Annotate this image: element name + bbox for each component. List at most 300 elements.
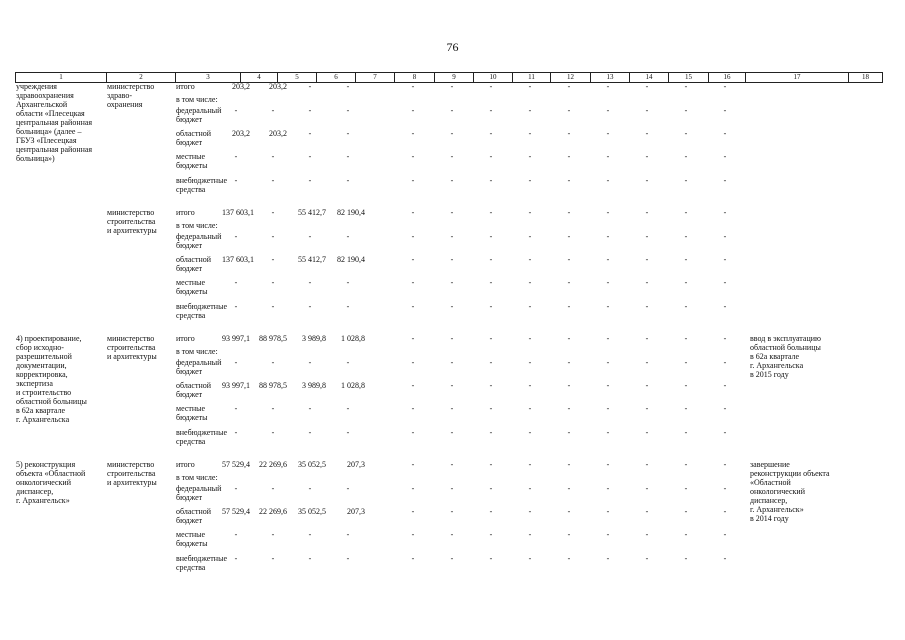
- dash-cell: -: [606, 530, 610, 539]
- measure-name-line: учреждения: [16, 82, 57, 91]
- dash-cell: -: [567, 208, 571, 217]
- dash-cell: -: [567, 129, 571, 138]
- dash-cell: -: [528, 484, 532, 493]
- result-line: областной больницы: [750, 343, 821, 352]
- dash-cell: -: [645, 208, 649, 217]
- value-cell: -: [346, 358, 350, 367]
- measure-name-line: больница»): [16, 154, 55, 163]
- dash-cell: -: [411, 106, 415, 115]
- header-cell: 14: [630, 73, 669, 82]
- measure-name-line: и строительство: [16, 388, 72, 397]
- executor-line: строительства: [107, 469, 156, 478]
- value-cell: 137 603,1: [222, 255, 254, 264]
- budget-row-label: итого: [176, 334, 195, 343]
- budget-row-label: внебюджетные средства: [176, 302, 227, 320]
- dash-cell: -: [489, 530, 493, 539]
- value-cell: -: [308, 484, 312, 493]
- dash-cell: -: [450, 278, 454, 287]
- dash-cell: -: [723, 460, 727, 469]
- dash-cell: -: [723, 106, 727, 115]
- dash-cell: -: [606, 208, 610, 217]
- dash-cell: -: [528, 129, 532, 138]
- executor-line: министерство: [107, 208, 155, 217]
- value-cell: 203,2: [232, 129, 250, 138]
- dash-cell: -: [450, 334, 454, 343]
- result-line: г. Архангельска: [750, 361, 804, 370]
- dash-cell: -: [723, 358, 727, 367]
- dash-cell: -: [645, 530, 649, 539]
- value-cell: 3 989,8: [302, 334, 326, 343]
- header-cell: 2: [107, 73, 176, 82]
- measure-name-line: корректировка,: [16, 370, 68, 379]
- dash-cell: -: [411, 554, 415, 563]
- value-cell: -: [234, 232, 238, 241]
- header-cell: 4: [241, 73, 278, 82]
- dash-cell: -: [684, 460, 688, 469]
- header-cell: 5: [278, 73, 317, 82]
- dash-cell: -: [606, 82, 610, 91]
- dash-cell: -: [684, 176, 688, 185]
- dash-cell: -: [606, 404, 610, 413]
- value-cell: 1 028,8: [341, 381, 365, 390]
- result-line: ввод в эксплуатацию: [750, 334, 821, 343]
- dash-cell: -: [684, 255, 688, 264]
- dash-cell: -: [645, 358, 649, 367]
- dash-cell: -: [450, 507, 454, 516]
- dash-cell: -: [450, 82, 454, 91]
- dash-cell: -: [567, 554, 571, 563]
- measure-name-line: документации,: [16, 361, 67, 370]
- dash-cell: -: [489, 404, 493, 413]
- value-cell: 3 989,8: [302, 381, 326, 390]
- dash-cell: -: [528, 232, 532, 241]
- dash-cell: -: [411, 152, 415, 161]
- header-cell: 8: [395, 73, 435, 82]
- value-cell: -: [234, 428, 238, 437]
- value-cell: -: [234, 302, 238, 311]
- measure-name-line: области «Плесецкая: [16, 109, 85, 118]
- dash-cell: -: [567, 428, 571, 437]
- value-cell: -: [234, 530, 238, 539]
- result-line: г. Архангельск»: [750, 505, 804, 514]
- budget-row-label: итого: [176, 460, 195, 469]
- dash-cell: -: [411, 278, 415, 287]
- value-cell: -: [308, 302, 312, 311]
- dash-cell: -: [684, 152, 688, 161]
- dash-cell: -: [684, 278, 688, 287]
- dash-cell: -: [489, 152, 493, 161]
- dash-cell: -: [528, 82, 532, 91]
- result-line: онкологический: [750, 487, 805, 496]
- measure-name-line: 4) проектирование,: [16, 334, 82, 343]
- value-cell: -: [346, 428, 350, 437]
- value-cell: -: [308, 232, 312, 241]
- value-cell: 93 997,1: [222, 381, 250, 390]
- measure-name-line: г. Архангельск»: [16, 496, 70, 505]
- dash-cell: -: [450, 302, 454, 311]
- dash-cell: -: [450, 106, 454, 115]
- value-cell: 82 190,4: [337, 255, 365, 264]
- dash-cell: -: [606, 428, 610, 437]
- value-cell: -: [308, 278, 312, 287]
- dash-cell: -: [489, 381, 493, 390]
- measure-name-line: областной больницы: [16, 397, 87, 406]
- dash-cell: -: [645, 381, 649, 390]
- header-cell: 13: [591, 73, 630, 82]
- measure-name-line: разрешительной: [16, 352, 72, 361]
- measure-name-line: онкологический: [16, 478, 71, 487]
- value-cell: 203,2: [232, 82, 250, 91]
- value-cell: 207,3: [347, 460, 365, 469]
- measure-name-line: диспансер,: [16, 487, 54, 496]
- value-cell: -: [271, 358, 275, 367]
- executor-line: строительства: [107, 343, 156, 352]
- executor-line: министерство: [107, 82, 155, 91]
- dash-cell: -: [450, 530, 454, 539]
- measure-name-line: Архангельской: [16, 100, 68, 109]
- dash-cell: -: [606, 232, 610, 241]
- dash-cell: -: [450, 358, 454, 367]
- measure-name-line: центральная районная: [16, 145, 93, 154]
- dash-cell: -: [723, 232, 727, 241]
- dash-cell: -: [723, 302, 727, 311]
- dash-cell: -: [606, 106, 610, 115]
- header-cell: 12: [551, 73, 591, 82]
- dash-cell: -: [606, 129, 610, 138]
- value-cell: -: [234, 484, 238, 493]
- value-cell: -: [346, 302, 350, 311]
- dash-cell: -: [684, 381, 688, 390]
- value-cell: -: [271, 484, 275, 493]
- dash-cell: -: [684, 302, 688, 311]
- dash-cell: -: [723, 152, 727, 161]
- value-cell: 57 529,4: [222, 460, 250, 469]
- dash-cell: -: [723, 82, 727, 91]
- budget-row-label: в том числе:: [176, 95, 218, 104]
- value-cell: 55 412,7: [298, 208, 326, 217]
- dash-cell: -: [684, 530, 688, 539]
- value-cell: 22 269,6: [259, 460, 287, 469]
- dash-cell: -: [528, 428, 532, 437]
- executor-line: министерство: [107, 334, 155, 343]
- header-cell: 1: [16, 73, 107, 82]
- dash-cell: -: [411, 129, 415, 138]
- dash-cell: -: [528, 334, 532, 343]
- dash-cell: -: [489, 334, 493, 343]
- dash-cell: -: [645, 176, 649, 185]
- value-cell: -: [308, 152, 312, 161]
- value-cell: -: [308, 554, 312, 563]
- value-cell: -: [308, 176, 312, 185]
- result-line: в 2014 году: [750, 514, 789, 523]
- page-number: 76: [446, 40, 459, 54]
- dash-cell: -: [723, 484, 727, 493]
- dash-cell: -: [567, 278, 571, 287]
- dash-cell: -: [411, 176, 415, 185]
- dash-cell: -: [723, 129, 727, 138]
- value-cell: -: [234, 106, 238, 115]
- dash-cell: -: [489, 278, 493, 287]
- executor-line: и архитектуры: [107, 226, 157, 235]
- dash-cell: -: [684, 334, 688, 343]
- dash-cell: -: [450, 428, 454, 437]
- dash-cell: -: [489, 484, 493, 493]
- dash-cell: -: [567, 507, 571, 516]
- dash-cell: -: [528, 278, 532, 287]
- dash-cell: -: [567, 302, 571, 311]
- dash-cell: -: [489, 460, 493, 469]
- header-cell: 3: [176, 73, 241, 82]
- budget-row-label: местные бюджеты: [176, 530, 208, 548]
- budget-row-label: в том числе:: [176, 347, 218, 356]
- dash-cell: -: [645, 507, 649, 516]
- measure-name-line: сбор исходно-: [16, 343, 64, 352]
- value-cell: -: [234, 554, 238, 563]
- value-cell: -: [308, 358, 312, 367]
- dash-cell: -: [528, 152, 532, 161]
- dash-cell: -: [411, 302, 415, 311]
- measure-name-line: центральная районная: [16, 118, 93, 127]
- dash-cell: -: [645, 554, 649, 563]
- dash-cell: -: [528, 358, 532, 367]
- dash-cell: -: [684, 129, 688, 138]
- measure-name-line: 5) реконструкция: [16, 460, 76, 469]
- dash-cell: -: [723, 530, 727, 539]
- dash-cell: -: [567, 152, 571, 161]
- measure-name-line: в 62а квартале: [16, 406, 66, 415]
- dash-cell: -: [567, 460, 571, 469]
- dash-cell: -: [684, 232, 688, 241]
- value-cell: 82 190,4: [337, 208, 365, 217]
- budget-row-label: федеральный бюджет: [176, 484, 222, 502]
- dash-cell: -: [489, 106, 493, 115]
- dash-cell: -: [567, 381, 571, 390]
- budget-row-label: в том числе:: [176, 221, 218, 230]
- value-cell: -: [271, 302, 275, 311]
- dash-cell: -: [567, 106, 571, 115]
- dash-cell: -: [606, 381, 610, 390]
- dash-cell: -: [411, 460, 415, 469]
- dash-cell: -: [723, 507, 727, 516]
- dash-cell: -: [489, 507, 493, 516]
- dash-cell: -: [645, 232, 649, 241]
- value-cell: 93 997,1: [222, 334, 250, 343]
- dash-cell: -: [645, 278, 649, 287]
- dash-cell: -: [567, 404, 571, 413]
- value-cell: -: [234, 278, 238, 287]
- value-cell: -: [271, 278, 275, 287]
- result-line: завершение: [750, 460, 790, 469]
- dash-cell: -: [723, 554, 727, 563]
- value-cell: -: [271, 255, 275, 264]
- value-cell: -: [346, 82, 350, 91]
- budget-row-label: итого: [176, 82, 195, 91]
- budget-row-label: внебюджетные средства: [176, 428, 227, 446]
- budget-row-label: областной бюджет: [176, 129, 212, 147]
- value-cell: -: [271, 554, 275, 563]
- budget-row-label: внебюджетные средства: [176, 554, 227, 572]
- executor-line: здраво-: [107, 91, 133, 100]
- dash-cell: -: [450, 554, 454, 563]
- dash-cell: -: [411, 428, 415, 437]
- dash-cell: -: [684, 404, 688, 413]
- result-line: реконструкции объекта: [750, 469, 830, 478]
- budget-row-label: федеральный бюджет: [176, 358, 222, 376]
- dash-cell: -: [489, 232, 493, 241]
- value-cell: -: [271, 106, 275, 115]
- dash-cell: -: [606, 358, 610, 367]
- dash-cell: -: [645, 152, 649, 161]
- budget-row-label: местные бюджеты: [176, 278, 208, 296]
- dash-cell: -: [528, 302, 532, 311]
- value-cell: -: [346, 176, 350, 185]
- dash-cell: -: [684, 428, 688, 437]
- value-cell: 22 269,6: [259, 507, 287, 516]
- dash-cell: -: [489, 302, 493, 311]
- dash-cell: -: [528, 530, 532, 539]
- value-cell: -: [271, 176, 275, 185]
- dash-cell: -: [411, 232, 415, 241]
- value-cell: 35 052,5: [298, 460, 326, 469]
- result-line: «Областной: [750, 478, 791, 487]
- dash-cell: -: [723, 381, 727, 390]
- budget-row-label: внебюджетные средства: [176, 176, 227, 194]
- value-cell: -: [308, 428, 312, 437]
- dash-cell: -: [528, 106, 532, 115]
- dash-cell: -: [606, 554, 610, 563]
- dash-cell: -: [567, 358, 571, 367]
- dash-cell: -: [411, 507, 415, 516]
- budget-row-label: областной бюджет: [176, 507, 212, 525]
- budget-row-label: областной бюджет: [176, 255, 212, 273]
- header-cell: 9: [435, 73, 474, 82]
- dash-cell: -: [567, 334, 571, 343]
- dash-cell: -: [645, 460, 649, 469]
- value-cell: -: [308, 530, 312, 539]
- header-cell: 10: [474, 73, 513, 82]
- value-cell: -: [346, 404, 350, 413]
- result-line: в 2015 году: [750, 370, 789, 379]
- budget-row-label: федеральный бюджет: [176, 106, 222, 124]
- dash-cell: -: [528, 208, 532, 217]
- dash-cell: -: [606, 176, 610, 185]
- dash-cell: -: [684, 507, 688, 516]
- value-cell: -: [346, 484, 350, 493]
- value-cell: -: [308, 404, 312, 413]
- dash-cell: -: [723, 176, 727, 185]
- dash-cell: -: [723, 255, 727, 264]
- dash-cell: -: [645, 106, 649, 115]
- dash-cell: -: [606, 255, 610, 264]
- dash-cell: -: [450, 176, 454, 185]
- dash-cell: -: [606, 484, 610, 493]
- dash-cell: -: [450, 460, 454, 469]
- dash-cell: -: [411, 484, 415, 493]
- value-cell: 203,2: [269, 82, 287, 91]
- dash-cell: -: [450, 381, 454, 390]
- dash-cell: -: [684, 554, 688, 563]
- dash-cell: -: [567, 255, 571, 264]
- dash-cell: -: [450, 208, 454, 217]
- dash-cell: -: [645, 82, 649, 91]
- dash-cell: -: [645, 302, 649, 311]
- dash-cell: -: [489, 554, 493, 563]
- value-cell: -: [346, 530, 350, 539]
- value-cell: -: [234, 404, 238, 413]
- dash-cell: -: [567, 530, 571, 539]
- header-cell: 11: [513, 73, 551, 82]
- dash-cell: -: [684, 484, 688, 493]
- value-cell: -: [308, 106, 312, 115]
- dash-cell: -: [723, 404, 727, 413]
- budget-row-label: итого: [176, 208, 195, 217]
- dash-cell: -: [489, 82, 493, 91]
- dash-cell: -: [606, 278, 610, 287]
- measure-name-line: экспертиза: [16, 379, 53, 388]
- dash-cell: -: [411, 404, 415, 413]
- value-cell: 207,3: [347, 507, 365, 516]
- dash-cell: -: [411, 381, 415, 390]
- value-cell: -: [346, 152, 350, 161]
- header-cell: 15: [669, 73, 709, 82]
- budget-row-label: местные бюджеты: [176, 404, 208, 422]
- value-cell: -: [308, 82, 312, 91]
- value-cell: -: [271, 208, 275, 217]
- value-cell: -: [271, 530, 275, 539]
- dash-cell: -: [489, 176, 493, 185]
- dash-cell: -: [645, 428, 649, 437]
- dash-cell: -: [489, 255, 493, 264]
- dash-cell: -: [567, 484, 571, 493]
- dash-cell: -: [567, 232, 571, 241]
- dash-cell: -: [723, 208, 727, 217]
- measure-name-line: ГБУЗ «Плесецкая: [16, 136, 77, 145]
- result-line: диспансер,: [750, 496, 788, 505]
- dash-cell: -: [450, 404, 454, 413]
- value-cell: -: [271, 404, 275, 413]
- value-cell: -: [346, 278, 350, 287]
- executor-line: и архитектуры: [107, 478, 157, 487]
- dash-cell: -: [411, 334, 415, 343]
- dash-cell: -: [723, 334, 727, 343]
- value-cell: -: [346, 232, 350, 241]
- dash-cell: -: [411, 530, 415, 539]
- measure-name-line: здравоохранения: [16, 91, 74, 100]
- dash-cell: -: [567, 176, 571, 185]
- dash-cell: -: [645, 129, 649, 138]
- dash-cell: -: [411, 82, 415, 91]
- value-cell: 88 978,5: [259, 381, 287, 390]
- dash-cell: -: [528, 176, 532, 185]
- value-cell: -: [346, 554, 350, 563]
- dash-cell: -: [645, 255, 649, 264]
- executor-line: министерство: [107, 460, 155, 469]
- dash-cell: -: [450, 232, 454, 241]
- value-cell: 55 412,7: [298, 255, 326, 264]
- value-cell: 57 529,4: [222, 507, 250, 516]
- value-cell: -: [234, 152, 238, 161]
- executor-line: и архитектуры: [107, 352, 157, 361]
- dash-cell: -: [684, 208, 688, 217]
- dash-cell: -: [489, 129, 493, 138]
- dash-cell: -: [450, 152, 454, 161]
- value-cell: -: [234, 358, 238, 367]
- result-line: в 62а квартале: [750, 352, 800, 361]
- dash-cell: -: [645, 484, 649, 493]
- dash-cell: -: [723, 278, 727, 287]
- value-cell: -: [346, 106, 350, 115]
- header-cell: 17: [746, 73, 849, 82]
